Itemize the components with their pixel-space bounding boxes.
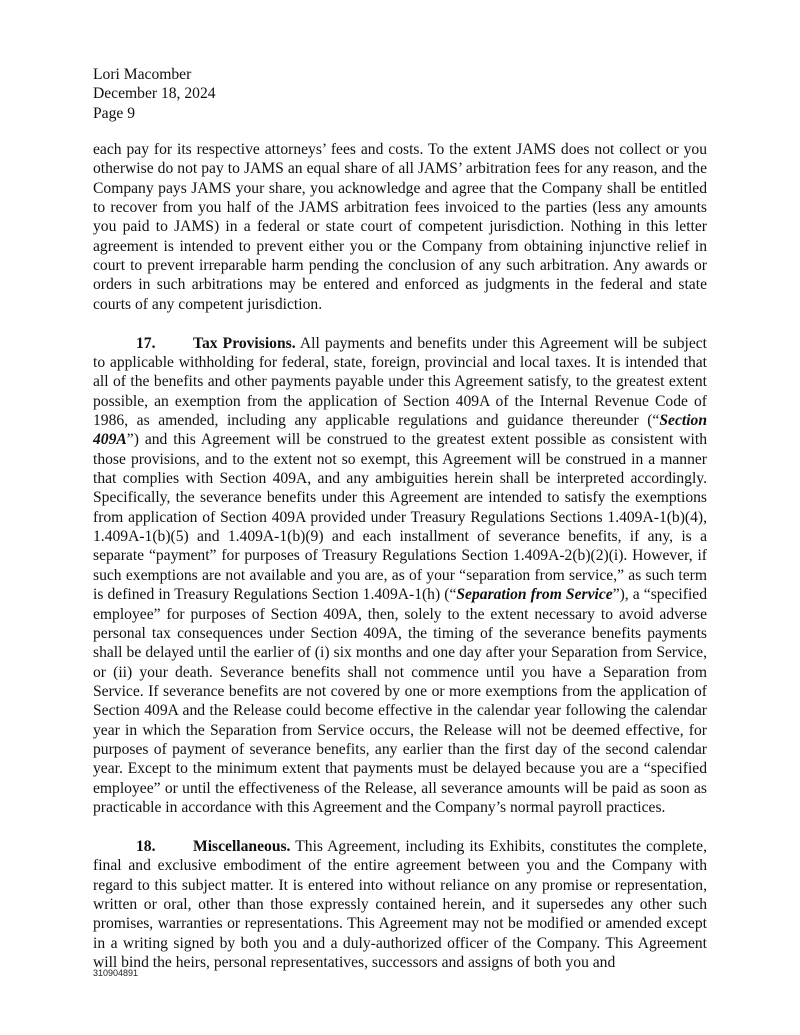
section-17-text-part3: ”), a “specified employee” for purposes of Section 409A, then, solely to the extent necessary to avoid adverse personal tax consequences under Section 409A, the timing of the severance benefits payments shall be delayed until the earlier of (i) six months and one day after your Separation from Service, or (ii) your death. Severance benefits shall not commence until you have a Separation from Service. If severance benefits are not covered by one or more exemptions from the application of Section 409A and the Release could become effective in the calendar year following the calendar year in which the Separation from Service occurs, the Release will not be deemed effective, for purposes of payment of severance benefits, any earlier than the first day of the second calendar year. Except to the minimum extent that payments must be delayed because you are a “specified employee” or until the effectiveness of the Release, all severance amounts will be paid as soon as practicable in accordance with this Agreement and the Company’s normal payroll practices. [93,586,707,816]
page-number: Page 9 [93,104,136,122]
letter-date: December 18, 2024 [93,85,216,103]
section-18-text: This Agreement, including its Exhibits, constitutes the complete, final and exclusive embodiment of the entire agreement between you and the Company with regard to this subject matter. It is entered into without reliance on any promise or representation, written or oral, other than those expressly contained herein, and it supersedes any other such promises, warranties or representations. This Agreement may not be modified or amended except in a writing signed by both you and a duly-authorized officer of the Company. This Agreement will bind the heirs, personal representatives, successors and assigns of both you and [93,837,707,971]
recipient-name: Lori Macomber [93,66,192,83]
document-body [93,140,707,992]
defined-term-separation-from-service: Separation from Service [456,586,613,604]
section-18-title: Miscellaneous. [193,837,291,855]
section-17-number: 17. [136,334,156,352]
section-18-miscellaneous [93,837,707,972]
section-17-title: Tax Provisions. [193,334,296,352]
section-18-number: 18. [136,837,156,855]
defined-term-section-409a: Section 409A [93,412,707,449]
continued-paragraph: each pay for its respective attorneys’ fees and costs. To the extent JAMS does not collect or you otherwise do not pay to JAMS an equal share of all JAMS’ arbitration fees for any reason, and the Company pays JAMS your share, you acknowledge and agree that the Company shall be entitled to recover from you half of the JAMS arbitration fees invoiced to the parties (less any amounts you paid to JAMS) in a federal or state court of competent jurisdiction. Nothing in this letter agreement is intended to prevent either you or the Company from obtaining injunctive relief in court to prevent irreparable harm pending the conclusion of any such arbitration. Any awards or orders in such arbitrations may be entered and enforced as judgments in the federal and state courts of any competent jurisdiction. [93,141,707,313]
section-17-tax-provisions [93,334,707,818]
section-17-text-part1: All payments and benefits under this Agreement will be subject to applicable withholding for federal, state, foreign, provincial and local taxes. It is intended that all of the benefits and other payments payable under this Agreement satisfy, to the greatest extent possible, an exemption from the application of Section 409A of the Internal Revenue Code of 1986, as amended, including any applicable regulations and guidance thereunder (“ [93,334,707,430]
section-17-text-part2: ”) and this Agreement will be construed to the greatest extent possible as consistent with those provisions, and to the extent not so exempt, this Agreement will be construed in a manner that complies with Section 409A, and any ambiguities herein shall be interpreted accordingly. Specifically, the severance benefits under this Agreement are intended to satisfy the exemptions from application of Section 409A provided under Treasury Regulations Sections 1.409A-1(b)(4), 1.409A-1(b)(5) and 1.409A-1(b)(9) and each installment of severance benefits, if any, is a separate “payment” for purposes of Treasury Regulations Section 1.409A-2(b)(2)(i). However, if such exemptions are not available and you are, as of your “separation from service,” as such term is defined in Treasury Regulations Section 1.409A-1(h) (“ [93,431,707,604]
letter-header [93,65,216,123]
document-id-footer: 310904891 [93,968,139,978]
